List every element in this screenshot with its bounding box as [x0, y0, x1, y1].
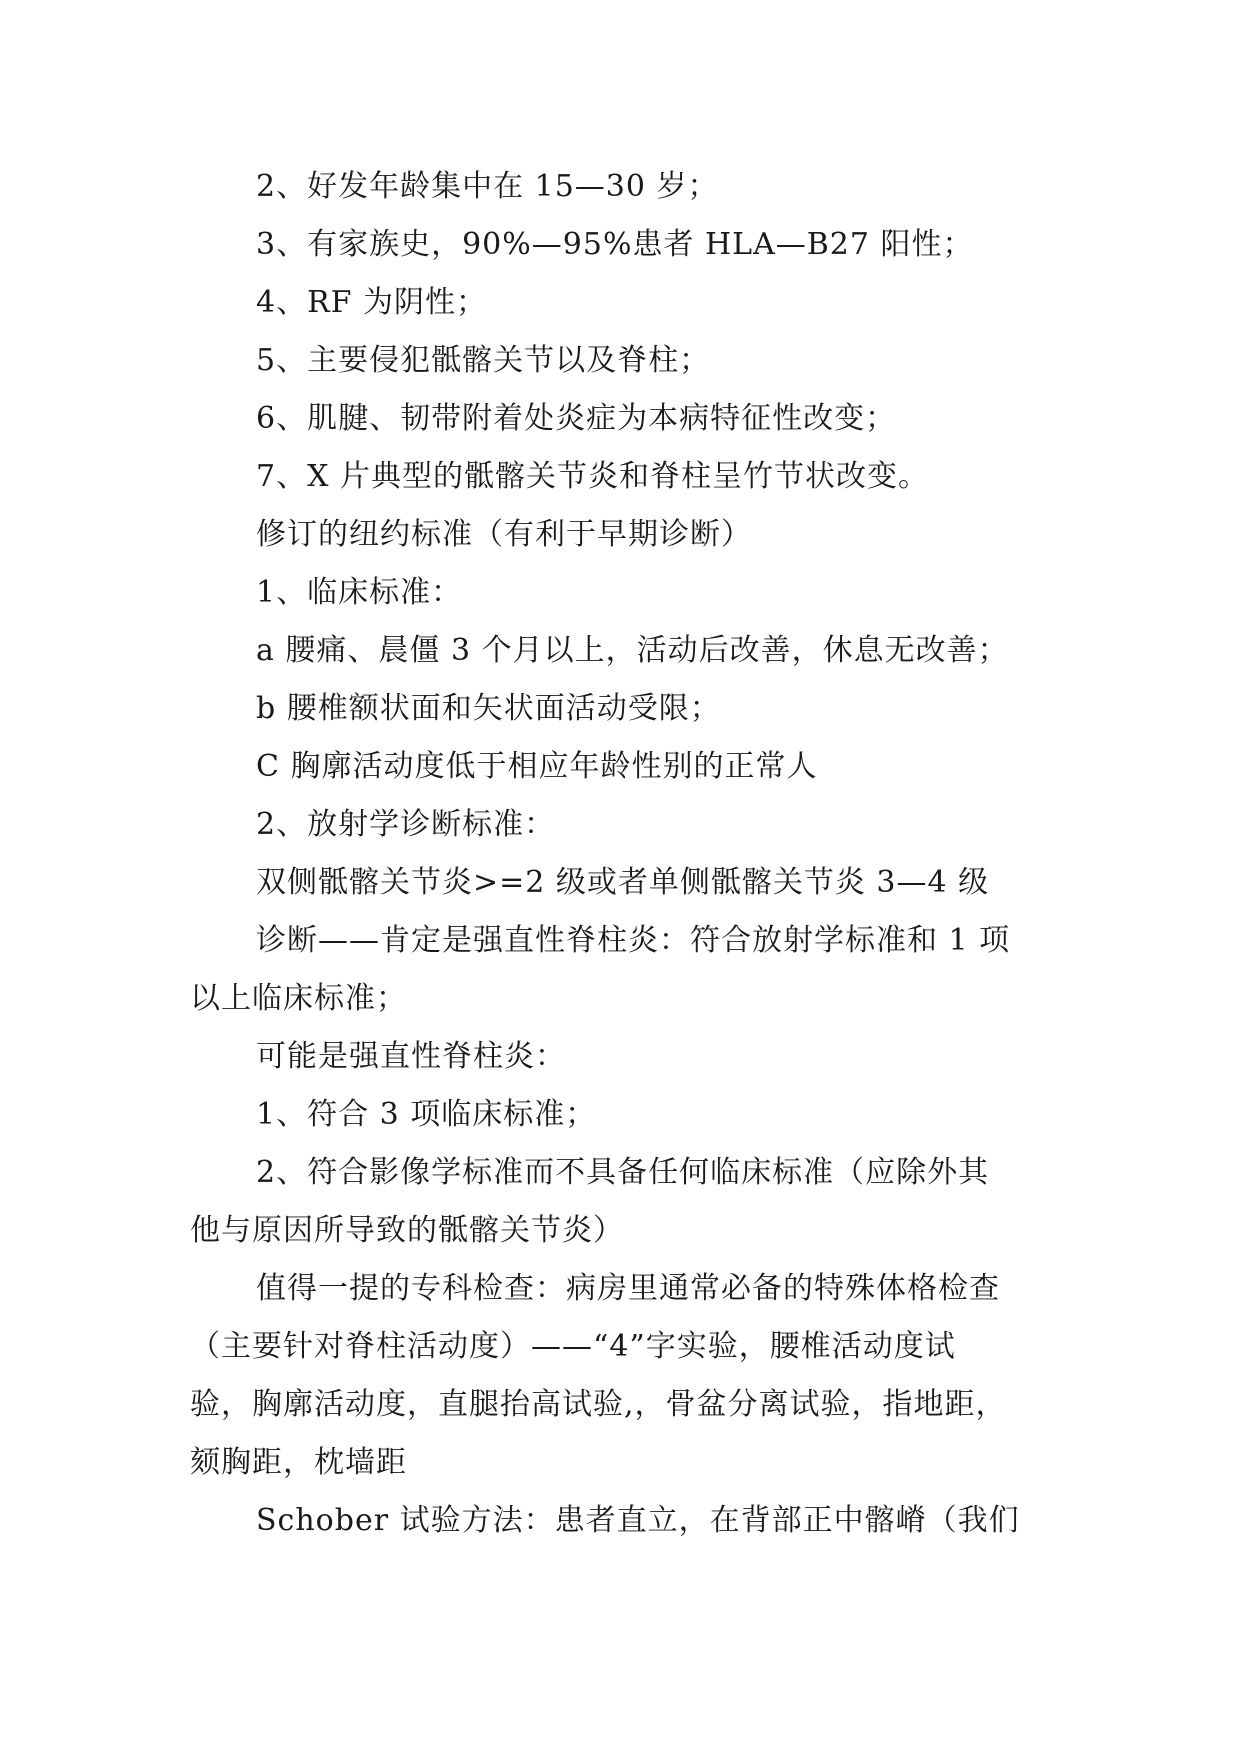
text-line: 1、临床标准： [256, 575, 463, 610]
text-line: 5、主要侵犯骶髂关节以及脊柱； [256, 343, 711, 378]
text-line: Schober 试验方法：患者直立，在背部正中髂嵴（我们 [256, 1503, 1020, 1538]
text-line: 颏胸距，枕墙距 [190, 1445, 407, 1480]
document-page [190, 158, 1070, 1550]
text-line: b 腰椎额状面和矢状面活动受限； [256, 691, 721, 726]
text-line: 诊断——肯定是强直性脊柱炎：符合放射学标准和 1 项 [256, 923, 1011, 958]
text-line: a 腰痛、晨僵 3 个月以上，活动后改善，休息无改善； [256, 633, 1009, 668]
text-line: 3、有家族史，90%—95%患者 HLA—B27 阳性； [256, 227, 974, 262]
text-line: 他与原因所导致的骶髂关节炎） [190, 1213, 624, 1248]
text-line: 可能是强直性脊柱炎： [256, 1039, 566, 1074]
text-line: 1、符合 3 项临床标准； [256, 1097, 597, 1132]
text-line: 值得一提的专科检查：病房里通常必备的特殊体格检查 [256, 1271, 1000, 1306]
text-line: 2、好发年龄集中在 15—30 岁； [256, 169, 719, 204]
text-line: 2、符合影像学标准而不具备任何临床标准（应除外其 [256, 1155, 990, 1190]
section-heading: 修订的纽约标准（有利于早期诊断） [256, 517, 752, 552]
text-line: 4、RF 为阴性； [256, 285, 488, 320]
text-line: 验，胸廓活动度，直腿抬高试验,，骨盆分离试验，指地距， [190, 1387, 1007, 1422]
text-line: 2、放射学诊断标准： [256, 807, 556, 842]
text-line: 以上临床标准； [190, 981, 407, 1016]
text-line: C 胸廓活动度低于相应年龄性别的正常人 [256, 749, 818, 784]
text-line: 6、肌腱、韧带附着处炎症为本病特征性改变； [256, 401, 897, 436]
text-line: （主要针对脊柱活动度）——“4”字实验，腰椎活动度试 [190, 1329, 956, 1364]
text-line: 双侧骶髂关节炎>=2 级或者单侧骶髂关节炎 3—4 级 [256, 865, 990, 900]
text-line: 7、X 片典型的骶髂关节炎和脊柱呈竹节状改变。 [256, 459, 929, 494]
